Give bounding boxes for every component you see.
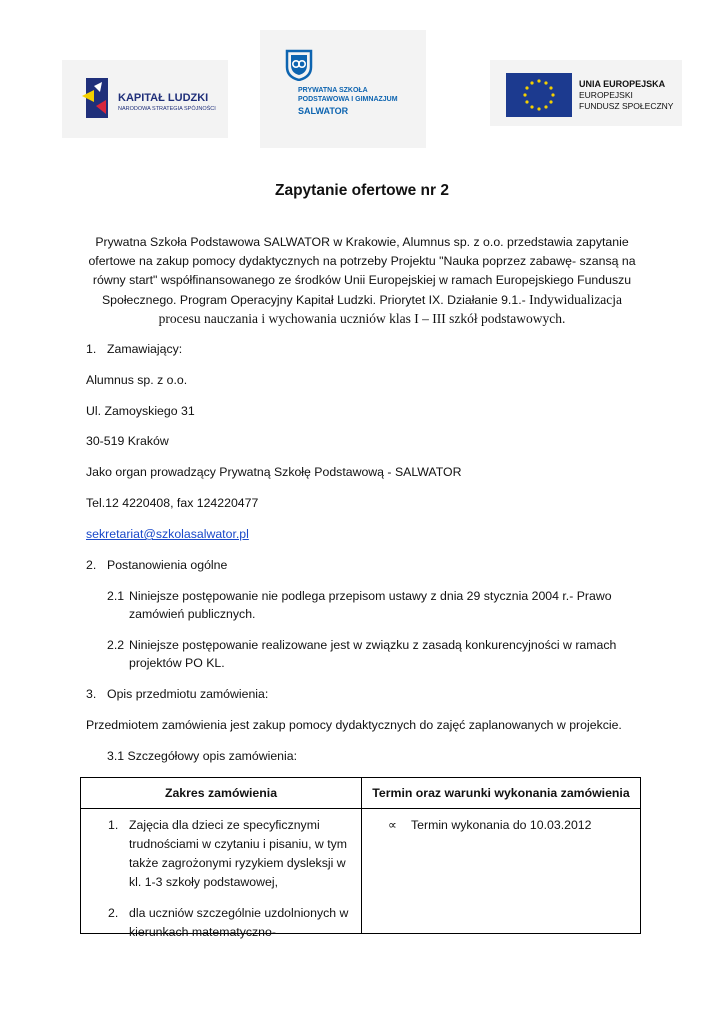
section-3-number: 3. xyxy=(86,687,97,701)
scope-item-2-line2: kierunkach matematyczno- xyxy=(129,925,276,939)
item-2-1-number: 2.1 xyxy=(107,589,125,603)
salwator-line1: PRYWATNA SZKOŁA xyxy=(298,87,368,94)
postal-city: 30-519 Kraków xyxy=(86,434,169,448)
kapital-ludzki-logo xyxy=(62,60,228,138)
header-scope: Zakres zamówienia xyxy=(81,778,362,809)
intro-line-4-sans: Społecznego. Program Operacyjny Kapitał Ludzki. Priorytet IX. Działanie 9.1.- xyxy=(101,293,526,307)
eu-logo xyxy=(490,60,682,126)
intro-line-4-serif: Indywidualizacja xyxy=(525,292,623,307)
scope-item-1-line4: kl. 1-3 szkoły podstawowej, xyxy=(129,875,278,889)
scope-item-1-line2: trudnościami w czytaniu i pisaniu, w tym xyxy=(129,837,348,851)
salwator-line2: PODSTAWOWA I GIMNAZJUM xyxy=(298,96,398,103)
section-3-paragraph: Przedmiotem zamówienia jest zakup pomocy dydaktycznych do zajęć zaplanowanych w projekcie. xyxy=(86,718,622,732)
street-address: Ul. Zamoyskiego 31 xyxy=(86,404,195,418)
organ-line: Jako organ prowadzący Prywatną Szkołę Podstawową - SALWATOR xyxy=(86,465,462,479)
item-2-2-line1: Niniejsze postępowanie realizowane jest w związku z zasadą konkurencyjności w ramach xyxy=(129,638,617,652)
intro-line-1: Prywatna Szkoła Podstawowa SALWATOR w Krakowie, Alumnus sp. z o.o. przedstawia zapytanie xyxy=(95,235,629,249)
table-row xyxy=(81,809,641,934)
phone-fax: Tel.12 4220408, fax 124220477 xyxy=(86,496,259,510)
intro-line-3: równy start" współfinansowanego ze środków Unii Europejskiej w ramach Europejskiego Funduszu xyxy=(92,273,632,287)
scope-item-2-number: 2. xyxy=(108,906,119,920)
kapital-ludzki-emblem-icon xyxy=(80,76,114,120)
section-2-heading: Postanowienia ogólne xyxy=(107,558,228,572)
section-3-heading: Opis przedmiotu zamówienia: xyxy=(107,687,269,701)
page-title: Zapytanie ofertowe nr 2 xyxy=(275,182,449,199)
intro-line-5: procesu nauczania i wychowania uczniów klas I – III szkół podstawowych. xyxy=(158,311,566,326)
item-2-2-line2: projektów PO KL. xyxy=(129,656,225,670)
email-link[interactable]: sekretariat@szkolasalwator.pl xyxy=(86,527,249,541)
eu-line2: EUROPEJSKI xyxy=(579,90,633,100)
scope-item-1-line1: Zajęcia dla dzieci ze specyficznymi xyxy=(129,818,320,832)
scope-cell xyxy=(81,809,362,939)
scope-item-1-number: 1. xyxy=(108,818,119,832)
kapital-ludzki-tagline: NARODOWA STRATEGIA SPÓJNOŚCI xyxy=(118,106,216,112)
scope-item-2-line1: dla uczniów szczególnie uzdolnionych w xyxy=(129,906,349,920)
terms-cell xyxy=(362,809,641,934)
section-1-heading: Zamawiający: xyxy=(107,342,183,356)
terms-deadline: Termin wykonania do 10.03.2012 xyxy=(411,818,592,832)
intro-line-2: ofertowe na zakup pomocy dydaktycznych na potrzeby Projektu "Nauka poprzez zabawę- szansą na xyxy=(88,254,636,268)
terms-bullet-icon: ∝ xyxy=(388,818,397,832)
header-terms: Termin oraz warunki wykonania zamówienia xyxy=(362,778,641,809)
intro-line-4 xyxy=(62,290,662,310)
section-2-number: 2. xyxy=(86,558,97,572)
eu-line1: UNIA EUROPEJSKA xyxy=(579,79,666,89)
item-2-2-number: 2.2 xyxy=(107,638,125,652)
section-3-1-heading: 3.1 Szczegółowy opis zamówienia: xyxy=(107,749,298,763)
company-name: Alumnus sp. z o.o. xyxy=(86,373,188,387)
salwator-logo xyxy=(260,30,426,148)
item-2-1-line1: Niniejsze postępowanie nie podlega przepisom ustawy z dnia 29 stycznia 2004 r.- Prawo xyxy=(129,589,612,603)
salwator-shield-icon xyxy=(285,49,313,81)
section-1-number: 1. xyxy=(86,342,97,356)
eu-flag-icon xyxy=(506,73,572,117)
item-2-1-line2: zamówień publicznych. xyxy=(129,607,256,621)
kapital-ludzki-name: KAPITAŁ LUDZKI xyxy=(118,92,209,104)
salwator-line3: SALWATOR xyxy=(298,106,349,116)
scope-item-1-line3: także zagrożonymi ryzykiem dysleksji w xyxy=(129,856,346,870)
table-header-row xyxy=(81,778,641,809)
order-table xyxy=(80,777,641,939)
eu-line3: FUNDUSZ SPOŁECZNY xyxy=(579,101,674,111)
